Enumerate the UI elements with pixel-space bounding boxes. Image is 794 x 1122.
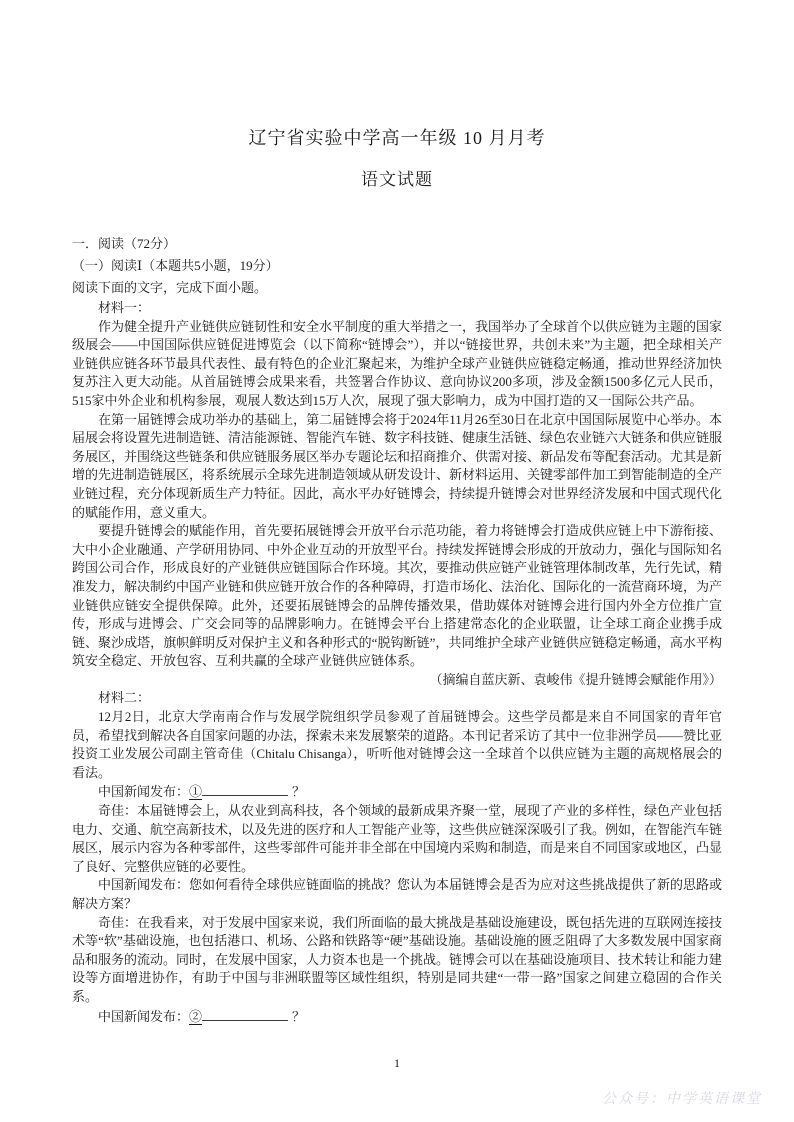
interview-answer-2: 奇佳：在我看来，对于发展中国家来说，我们所面临的最大挑战是基础设施建设，既包括先进的互联网连接技术等“软”基础设施，也包括港口、机场、公路和铁路等“硬”基础设施。基础设施的匮乏阻碍了大多数发展中国家商品和服务的流动。同时，在发展中国家，人力资本也是一个挑战。链博会可以在基础设施项目、技术转让和能力建设等方面增进协作，有助于中国与非洲联盟等区域性组织，特别是同共建“一带一路”国家之间建立稳固的合作关系。 (72, 914, 723, 1004)
material-1-paragraph-2: 在第一届链博会成功举办的基础上，第二届链博会将于2024年11月26至30日在北京中国国际展览中心举办。本届展会将设置先进制造链、清洁能源链、智能汽车链、数字科技链、健康生活链、绿色农业链六大链条和供应链服务展区，并围绕这些链条和供应链服务展区举办专题论坛和招商推介、供需对接、新品发布等配套活动。尤其是新增的先进制造链展区，将系统展示全球先进制造领域从研发设计、新材料运用、关键零部件加工到智能制造的全产业链过程，充分体现新质生产力特征。因此，高水平办好链博会，持续提升链博会对世界经济发展和中国式现代化的赋能作用，意义重大。 (72, 411, 723, 520)
material-1-paragraph-1: 作为健全提升产业链供应链韧性和安全水平制度的重大举措之一，我国举办了全球首个以供应链为主题的国家级展会——中国国际供应链促进博览会（以下简称“链博会”），并以“链接世界，共创未来”为主题，把全球相关产业链供应链各环节最具代表性、最有特色的企业汇聚起来，为维护全球产业链供应链稳定畅通，推动世界经济加快复苏注入更大动能。从首届链博会成果来看，共签署合作协议、意向协议200多项，涉及金额1500多亿元人民币，515家中外企业和机构参展，观展人数达到15万人次，展现了强大影响力，成为中国打造的又一国际公共产品。 (72, 318, 723, 408)
answer-blank-line (202, 782, 288, 796)
document-title: 辽宁省实验中学高一年级 10 月月考 (248, 128, 546, 148)
interview-question-3-blank (72, 1007, 722, 1027)
section-heading-reading: 一．阅读（72分） (72, 236, 177, 251)
document-body (72, 233, 722, 1026)
instruction-line: 阅读下面的文字，完成下面小题。 (72, 280, 268, 295)
page-number: 1 (394, 1056, 400, 1070)
interview-question-2: 中国新闻发布：您如何看待全球供应链面临的挑战？您认为本届链博会是否为应对这些挑战提供了新的思路或解决方案？ (72, 877, 723, 911)
material-1-attribution: （摘编自蓝庆新、袁峻伟《提升链博会赋能作用》） (429, 671, 722, 687)
document-subtitle: 语文试题 (361, 170, 433, 189)
document-content (72, 126, 722, 1026)
blank-prefix: 中国新闻发布： (98, 784, 190, 800)
watermark: 公众号：中学英语课堂 (602, 1091, 762, 1107)
section-heading-reading-1: （一）阅读Ⅰ（本题共5小题，19分） (72, 258, 279, 273)
answer-blank-line (202, 1007, 288, 1021)
interview-answer-1: 奇佳：本届链博会上，从农业到高科技，各个领域的最新成果齐聚一堂，展现了产业的多样性，绿色产业包括电力、交通、航空高新技术，以及先进的医疗和人工智能产业等，这些供应链深深吸引了我。例如，在智能汽车链展区，展示内容为各种零部件，这些零部件可能并非全部在中国境内采购和制造，而是来自不同国家或地区，凸显了良好、完整供应链的必要性。 (72, 803, 723, 874)
material-2-label: 材料二： (98, 690, 151, 706)
circled-number: ① (189, 784, 203, 800)
blank-prefix: 中国新闻发布： (98, 1008, 190, 1024)
blank-suffix: ？ (292, 1008, 306, 1024)
blank-suffix: ？ (292, 784, 306, 800)
circled-number: ② (189, 1008, 203, 1024)
material-1-paragraph-3: 要提升链博会的赋能作用，首先要拓展链博会开放平台示范功能，着力将链博会打造成供应链上中下游衔接、大中小企业融通、产学研用协同、中外企业互动的开放型平台。持续发挥链博会形成的开放动力，强化与国际知名跨国公司合作，形成良好的产业链供应链国际合作环境。其次，要推动供应链产业链管理体制改革，先行先试，精准发力，解决制约中国产业链和供应链开放合作的各种障碍，打造市场化、法治化、国际化的一流营商环境，为产业链供应链安全提供保障。此外，还要拓展链博会的品牌传播效果，借助媒体对链博会进行国内外全方位推广宣传，形成与进博会、广交会同等的品牌影响力。在链博会平台上搭建常态化的企业联盟，让全球工商企业携手成链、聚沙成塔，旗帜鲜明反对保护主义和各种形式的“脱钩断链”，共同维护全球产业链供应链稳定畅通，高水平构筑安全稳定、开放包容、互利共赢的全球产业链供应链体系。 (72, 523, 723, 669)
material-2-paragraph-1: 12月2日，北京大学南南合作与发展学院组织学员参观了首届链博会。这些学员都是来自不同国家的青年官员，希望找到解决各自国家问题的办法，探索未来发展繁荣的道路。本刊记者采访了其中一位非洲学员——赞比亚投资工业发展公司副主管奇佳（Chitalu Chisanga），听听他对链博会这一全球首个以供应链为主题的高规格展会的看法。 (72, 709, 723, 780)
interview-question-1-blank (72, 782, 722, 802)
material-1-label: 材料一： (98, 300, 151, 315)
